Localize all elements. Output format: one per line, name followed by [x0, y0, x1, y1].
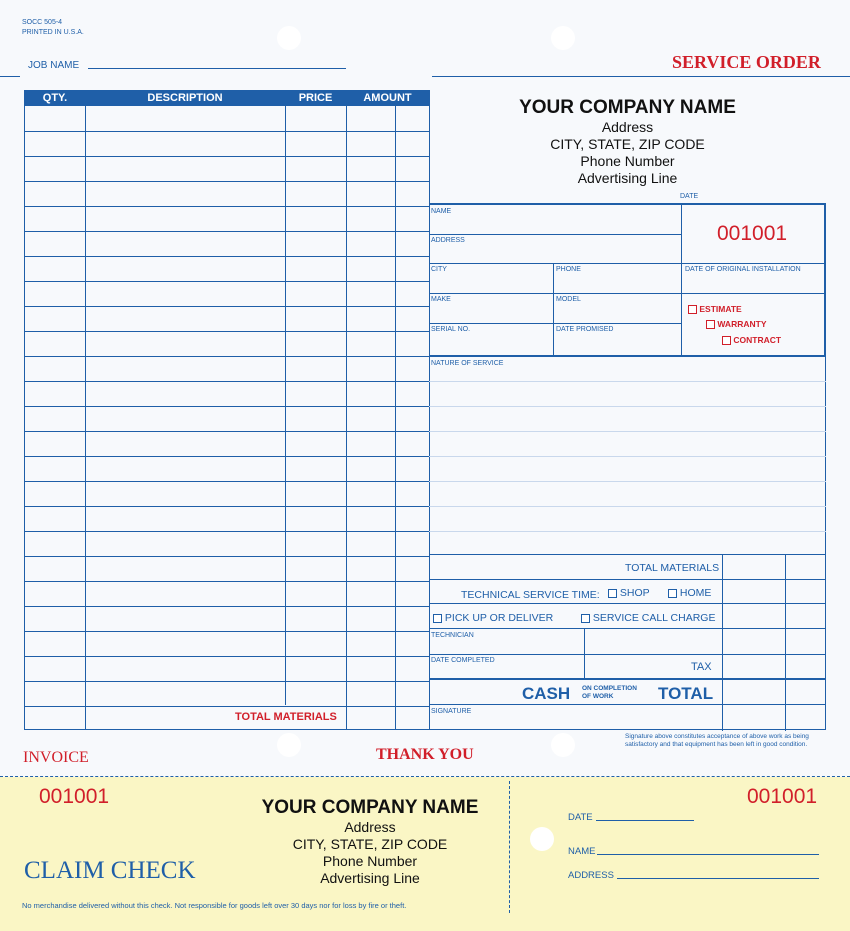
punch-hole [277, 733, 301, 757]
nature-line [429, 456, 826, 457]
company-block [429, 97, 826, 187]
city-label: CITY [431, 266, 447, 273]
name-label: NAME [431, 208, 452, 215]
stub-divider [509, 781, 510, 913]
table-row-line [25, 231, 429, 232]
date-completed-label: DATE COMPLETED [431, 657, 495, 664]
table-row-line [25, 406, 429, 407]
claim-number-right: 001001 [747, 785, 818, 808]
col-price: PRICE [298, 92, 333, 104]
claim-check-title: CLAIM CHECK [24, 857, 196, 884]
table-row-line [25, 256, 429, 257]
claim-company-phone: Phone Number [322, 853, 418, 869]
contract-option[interactable] [722, 335, 781, 345]
checkbox[interactable] [608, 589, 617, 598]
company-phone: Phone Number [580, 153, 675, 169]
nature-line [429, 506, 826, 507]
checkbox[interactable] [706, 320, 715, 329]
col-description: DESCRIPTION [147, 92, 223, 104]
form-code: SOCC 505-4 [22, 19, 63, 26]
order-box [429, 203, 826, 730]
on-completion-label: ON COMPLETION OF WORK [582, 685, 637, 700]
table-row-line [25, 531, 429, 532]
total-materials-label-right: TOTAL MATERIALS [625, 562, 720, 574]
serial-label: SERIAL NO. [431, 326, 471, 333]
table-row-line [25, 181, 429, 182]
shop-label: SHOP [619, 587, 650, 599]
company-address: Address [601, 119, 654, 135]
claim-number-left: 001001 [39, 785, 110, 808]
claim-company-ad: Advertising Line [320, 870, 420, 886]
shop-option[interactable] [608, 587, 650, 599]
invoice-label: INVOICE [23, 749, 89, 766]
punch-hole [277, 26, 301, 50]
table-row-line [25, 681, 429, 682]
col-divider [346, 106, 347, 729]
punch-hole [551, 733, 575, 757]
phone-label: PHONE [556, 266, 581, 273]
pickup-option[interactable] [433, 612, 553, 624]
service-call-option[interactable] [581, 612, 715, 624]
nature-line [429, 481, 826, 482]
claim-company-city: CITY, STATE, ZIP CODE [292, 836, 448, 852]
claim-name-label: NAME [568, 846, 596, 857]
table-row-line [25, 331, 429, 332]
punch-hole [530, 827, 554, 851]
claim-company-name: YOUR COMPANY NAME [261, 797, 479, 818]
date-label: DATE [680, 193, 699, 200]
thank-you-label: THANK YOU [376, 746, 474, 763]
address-label: ADDRESS [431, 237, 465, 244]
checkbox[interactable] [668, 589, 677, 598]
col-amount: AMOUNT [363, 92, 412, 104]
nature-label: NATURE OF SERVICE [431, 360, 504, 367]
table-row-line [25, 581, 429, 582]
claim-company-address: Address [344, 819, 396, 835]
perforation [0, 776, 850, 777]
total-label: TOTAL [658, 684, 714, 703]
checkbox[interactable] [688, 305, 697, 314]
table-row-line [25, 431, 429, 432]
home-label: HOME [679, 587, 712, 599]
tech-time-label: TECHNICAL SERVICE TIME: [461, 589, 600, 601]
claim-date-label: DATE [568, 812, 593, 823]
table-row-line [25, 706, 429, 707]
signature-note: Signature above constitutes acceptance of above work as being satisfactory and that equipment has been left in good condition. [625, 733, 809, 748]
claim-address-label: ADDRESS [568, 870, 614, 881]
table-row-line [25, 556, 429, 557]
home-option[interactable] [668, 587, 711, 599]
table-row-line [25, 506, 429, 507]
table-row-line [25, 206, 429, 207]
col-divider [85, 106, 86, 729]
table-row-line [25, 306, 429, 307]
claim-date-line[interactable] [596, 820, 694, 821]
claim-name-line[interactable] [597, 854, 819, 855]
estimate-label: ESTIMATE [699, 304, 742, 314]
table-row-line [25, 156, 429, 157]
table-row-line [25, 131, 429, 132]
col-divider [395, 106, 396, 729]
table-row-line [25, 356, 429, 357]
install-label: DATE OF ORIGINAL INSTALLATION [685, 266, 801, 273]
claim-company-block [245, 797, 495, 887]
signature-label: SIGNATURE [431, 708, 472, 715]
model-label: MODEL [556, 296, 581, 303]
warranty-option[interactable] [706, 319, 766, 329]
punch-hole [551, 26, 575, 50]
estimate-option[interactable] [688, 304, 742, 314]
rule [432, 76, 850, 77]
table-row-line [25, 481, 429, 482]
tax-label: TAX [691, 661, 712, 673]
warranty-label: WARRANTY [717, 319, 767, 329]
col-qty: QTY. [42, 92, 68, 104]
job-name-label: JOB NAME [28, 60, 80, 71]
company-ad: Advertising Line [577, 170, 678, 186]
contract-label: CONTRACT [733, 335, 782, 345]
promised-label: DATE PROMISED [556, 326, 614, 333]
checkbox[interactable] [581, 614, 590, 623]
nature-line [429, 431, 826, 432]
cash-label: CASH [522, 684, 571, 703]
technician-label: TECHNICIAN [431, 632, 474, 639]
printed-in: PRINTED IN U.S.A. [22, 29, 84, 36]
form-title: SERVICE ORDER [672, 52, 821, 72]
nature-line [429, 381, 826, 382]
table-row-line [25, 656, 429, 657]
claim-address-line[interactable] [617, 878, 819, 879]
table-header [25, 91, 429, 106]
service-call-label: SERVICE CALL CHARGE [592, 612, 716, 624]
checkbox[interactable] [433, 614, 442, 623]
make-label: MAKE [431, 296, 451, 303]
claim-check-stub [0, 777, 850, 931]
rule [0, 76, 20, 77]
checkbox[interactable] [722, 336, 731, 345]
nature-line [429, 406, 826, 407]
materials-table [24, 90, 430, 730]
company-name: YOUR COMPANY NAME [519, 97, 736, 118]
order-number: 001001 [717, 222, 788, 245]
pickup-label: PICK UP OR DELIVER [444, 612, 554, 624]
table-row-line [25, 456, 429, 457]
claim-disclaimer: No merchandise delivered without this check. Not responsible for goods left over 30 days nor for loss by fire or theft. [22, 901, 407, 910]
table-row-line [25, 631, 429, 632]
total-materials-label: TOTAL MATERIALS [235, 711, 337, 723]
table-row-line [25, 381, 429, 382]
job-name-line[interactable] [88, 68, 346, 69]
nature-line [429, 531, 826, 532]
company-city: CITY, STATE, ZIP CODE [550, 136, 705, 152]
table-row-line [25, 281, 429, 282]
table-row-line [25, 606, 429, 607]
